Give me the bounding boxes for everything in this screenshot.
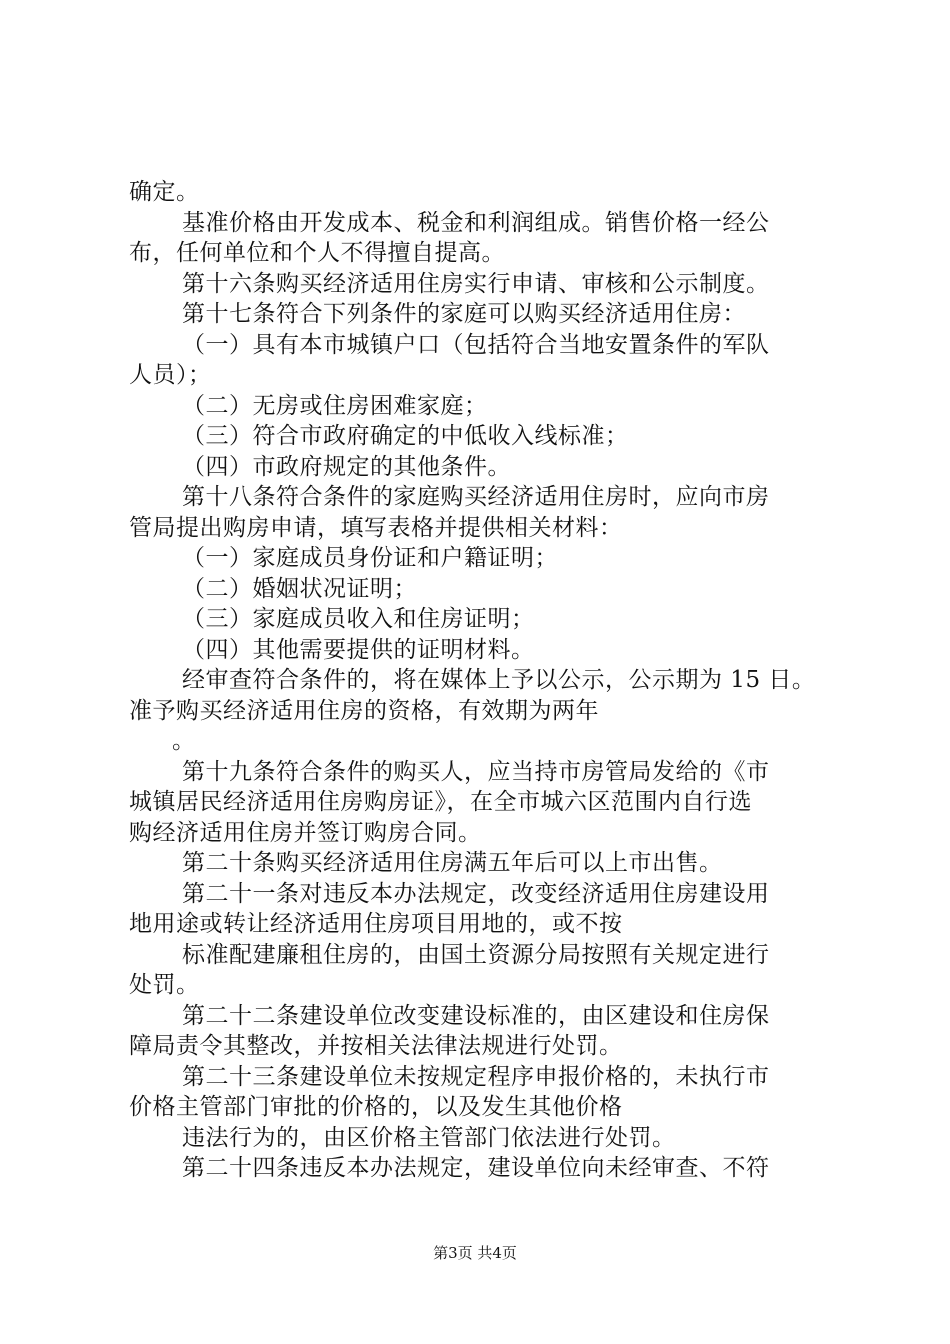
text-line: （三）家庭成员收入和住房证明； (182, 606, 535, 632)
text-line: 第十八条符合条件的家庭购买经济适用住房时，应向市房 (182, 484, 770, 510)
text-line: （二）婚姻状况证明； (182, 576, 417, 602)
text-line: 管局提出购房申请，填写表格并提供相关材料： (129, 515, 623, 541)
text-line: （三）符合市政府确定的中低收入线标准； (182, 423, 629, 449)
text-line: 障局责令其整改，并按相关法律法规进行处罚。 (129, 1033, 623, 1059)
text-line: 价格主管部门审批的价格的，以及发生其他价格 (129, 1094, 623, 1120)
text-line: 处罚。 (129, 972, 200, 998)
text-line: 第十六条购买经济适用住房实行申请、审核和公示制度。 (182, 271, 770, 297)
text-line: 标准配建廉租住房的，由国土资源分局按照有关规定进行 (182, 942, 770, 968)
text-line: （一）家庭成员身份证和户籍证明； (182, 545, 558, 571)
text-line: 确定。 (129, 179, 200, 205)
text-line: （四）市政府规定的其他条件。 (182, 454, 511, 480)
text-line: 准予购买经济适用住房的资格，有效期为两年 (129, 698, 599, 724)
text-line: 购经济适用住房并签订购房合同。 (129, 820, 482, 846)
text-line: 第十七条符合下列条件的家庭可以购买经济适用住房： (182, 301, 746, 327)
page-number-footer: 第3页 共4页 (433, 1244, 517, 1262)
text-line: 第十九条符合条件的购买人，应当持市房管局发给的《市 (182, 759, 770, 785)
text-line: （四）其他需要提供的证明材料。 (182, 637, 535, 663)
text-line: 第二十一条对违反本办法规定，改变经济适用住房建设用 (182, 881, 770, 907)
text-line: （二）无房或住房困难家庭； (182, 393, 488, 419)
text-line: 。 (172, 728, 196, 754)
text-line: 城镇居民经济适用住房购房证》，在全市城六区范围内自行选 (129, 789, 752, 815)
text-line: 经审查符合条件的，将在媒体上予以公示，公示期为 15 日。 (182, 667, 816, 693)
text-line: 第二十二条建设单位改变建设标准的，由区建设和住房保 (182, 1003, 770, 1029)
text-line: 违法行为的，由区价格主管部门依法进行处罚。 (182, 1125, 676, 1151)
text-line: 布，任何单位和个人不得擅自提高。 (129, 240, 505, 266)
text-line: 地用途或转让经济适用住房项目用地的，或不按 (129, 911, 623, 937)
text-line: 人员）； (129, 362, 212, 388)
text-line: 第二十四条违反本办法规定，建设单位向未经审查、不符 (182, 1155, 770, 1181)
text-line: （一）具有本市城镇户口（包括符合当地安置条件的军队 (182, 332, 770, 358)
text-line: 基准价格由开发成本、税金和利润组成。销售价格一经公 (182, 210, 770, 236)
text-line: 第二十条购买经济适用住房满五年后可以上市出售。 (182, 850, 723, 876)
text-line: 第二十三条建设单位未按规定程序申报价格的，未执行市 (182, 1064, 770, 1090)
